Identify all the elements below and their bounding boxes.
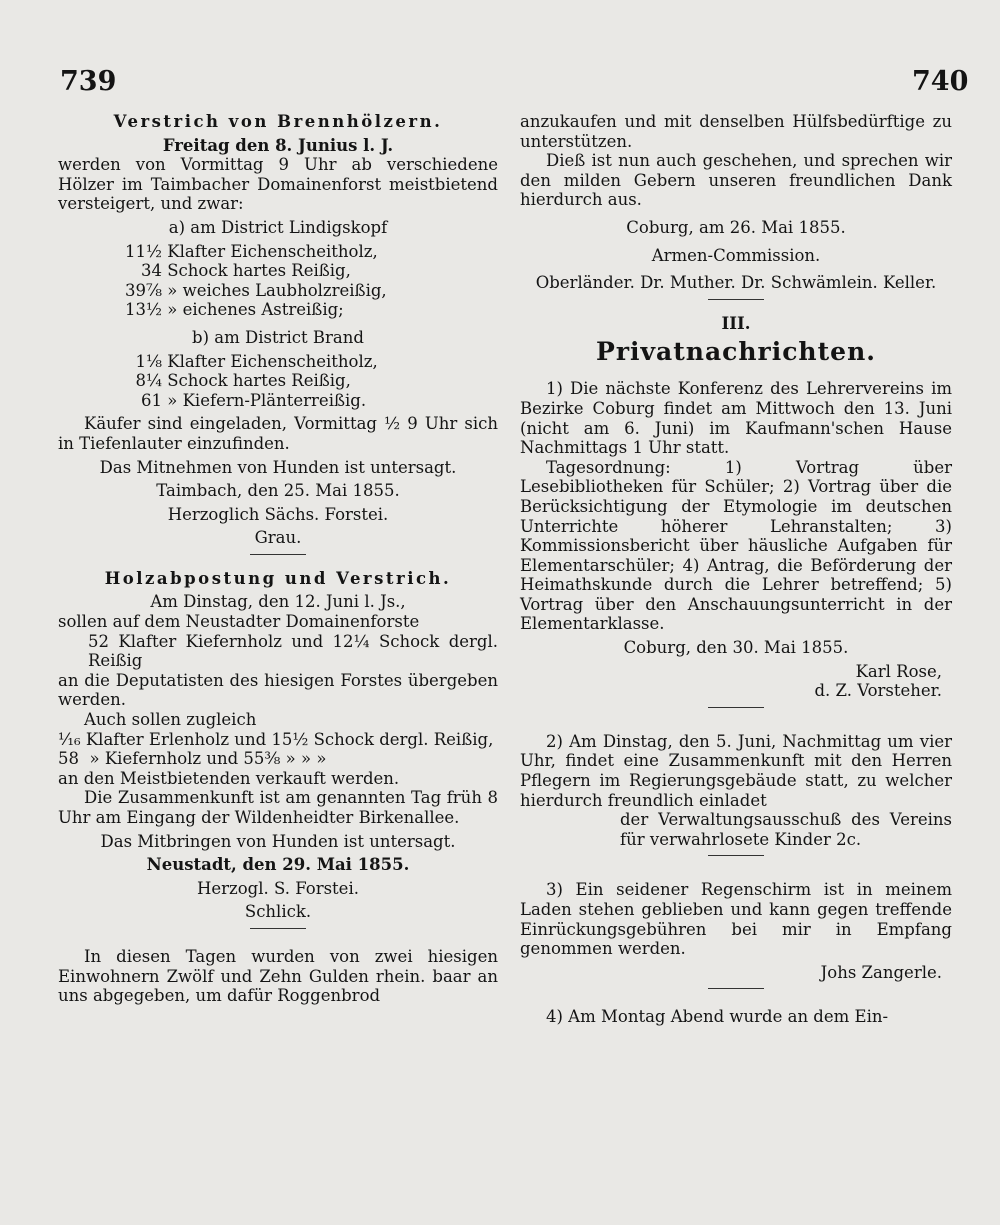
wood-quantity: 1⅛ (135, 351, 162, 371)
donation-text-cont: anzukaufen und mit denselben Hülfsbedürftige zu unterstützen. (520, 112, 952, 151)
wood-item (58, 300, 498, 320)
authority: Armen-Commission. (651, 245, 821, 265)
place-date: Neustadt, den 29. Mai 1855. (146, 855, 410, 875)
signer: der Verwaltungsausschuß des Vereins für verwahrlosete Kinder 2c. (620, 810, 952, 849)
dogs-note: Das Mitnehmen von Hunden ist untersagt. (99, 457, 457, 477)
place-date: Coburg, den 30. Mai 1855. (623, 638, 849, 658)
notice-text: 52 Klafter Kiefernholz und 12¼ Schock dergl. Reißig (88, 631, 498, 671)
notice-text: 4) Am Montag Abend wurde an dem Ein- (546, 1007, 889, 1027)
wood-description: Klafter Erlenholz und 15½ Schock dergl. Reißig, (85, 729, 494, 749)
notice-text: sollen auf dem Neustadter Domainenforste (58, 612, 420, 632)
agenda-text: Tagesordnung: 1) Vortrag über Lesebibliotheken für Schüler; 2) Vortrag über die Berücksichtigung der Etymologie im deutschen Unterrichte höherer Lehranstalten; 3) Kommissionsbericht über häusliche Aufgaben für Elementarschüler; 4) Antrag, die Beförderung der Heimathskunde durch die Lehrer betreffend; 5) Vortrag über den Anschauungsunterricht in der Elementarklasse. (520, 457, 952, 634)
section-number: III. (721, 313, 751, 333)
wood-item (58, 749, 498, 769)
notice-text: 3) Ein seidener Regenschirm ist in meinem Laden stehen geblieben und kann gegen treffende Einrückungsgebühren bei mir in Empfang genommen werden. (520, 880, 952, 959)
section-divider (708, 299, 764, 300)
wood-item (58, 730, 498, 750)
left-column (58, 112, 498, 1006)
section-divider (708, 988, 764, 989)
wood-description: Klafter Eichenscheitholz, (167, 351, 378, 371)
notice-text: an den Meistbietenden verkauft werden. (58, 768, 400, 788)
signer: Grau. (254, 528, 302, 548)
signer: Schlick. (244, 902, 312, 922)
wood-item (58, 242, 498, 262)
section-divider (708, 707, 764, 708)
wood-quantity: 39⅞ (125, 280, 162, 300)
place-date: Taimbach, den 25. Mai 1855. (156, 481, 400, 501)
notice-text: 1) Die nächste Konferenz des Lehrervereins im Bezirke Coburg findet am Mittwoch den 13. Juni (nicht am 6. Juni) im Kaufmann'schen Hause Nachmittags 1 Uhr statt. (520, 379, 952, 458)
signer: Karl Rose, (855, 661, 942, 681)
buyers-note: Käufer sind eingeladen, Vormittag ½ 9 Uhr sich in Tiefenlauter einzufinden. (58, 414, 498, 453)
notice-date: Freitag den 8. Junius l. J. (162, 135, 394, 155)
page-number-right: 740 (912, 66, 969, 97)
wood-description: Schock hartes Reißig, (167, 371, 351, 391)
section-title: Privatnachrichten. (596, 337, 876, 367)
notice-title: Verstrich von Brennhölzern. (113, 112, 443, 131)
wood-item (58, 371, 498, 391)
wood-quantity: 8¼ (135, 371, 162, 391)
wood-item (58, 261, 498, 281)
notice-text: an die Deputatisten des hiesigen Forstes übergeben werden. (58, 670, 498, 710)
wood-quantity: 11½ (125, 241, 162, 261)
district-heading: b) am District Brand (192, 327, 364, 347)
donation-text: In diesen Tagen wurden von zwei hiesigen Einwohnern Zwölf und Zehn Gulden rhein. baar an uns abgegeben, um dafür Roggenbrod (58, 946, 498, 1006)
section-divider (250, 928, 306, 929)
wood-item (58, 391, 498, 411)
wood-description: » Kiefernholz und 55⅜ » » » (89, 749, 327, 769)
section-divider (708, 855, 764, 856)
meeting-note: Die Zusammenkunft ist am genannten Tag früh 8 Uhr am Eingang der Wildenheidter Birkenallee. (58, 788, 498, 827)
wood-description: Schock hartes Reißig, (167, 261, 351, 281)
wood-description: » eichenes Astreißig; (167, 300, 344, 320)
notice-intro: werden von Vormittag 9 Uhr ab verschiedene Hölzer im Taimbacher Domainenforst meistbietend versteigert, und zwar: (58, 155, 498, 214)
wood-quantity: 61 (141, 390, 162, 410)
wood-description: Klafter Eichenscheitholz, (167, 241, 378, 261)
wood-item (58, 281, 498, 301)
wood-item (58, 352, 498, 372)
notice-title: Holzabpostung und Verstrich. (104, 568, 452, 588)
place-date: Coburg, am 26. Mai 1855. (626, 217, 846, 237)
signers: Oberländer. Dr. Muther. Dr. Schwämlein. Keller. (535, 273, 937, 293)
notice-text: 2) Am Dinstag, den 5. Juni, Nachmittag um vier Uhr, findet eine Zusammenkunft mit den Herren Pflegern im Regierungsgebäude statt, zu welcher hierdurch freundlich einladet (520, 731, 952, 810)
authority: Herzoglich Sächs. Forstei. (167, 504, 389, 524)
authority: Herzogl. S. Forstei. (197, 878, 359, 898)
thanks-text: Dieß ist nun auch geschehen, und sprechen wir den milden Gebern unseren freundlichen Dank hierdurch aus. (520, 151, 952, 210)
notice-date: Am Dinstag, den 12. Juni l. Js., (150, 592, 406, 612)
right-column (520, 112, 952, 1027)
signer: Johs Zangerle. (820, 962, 942, 982)
wood-quantity: ¹⁄₁₆ (58, 729, 81, 749)
dogs-note: Das Mitbringen von Hunden ist untersagt. (100, 831, 456, 851)
wood-quantity: 58 (58, 749, 79, 769)
notice-text: Auch sollen zugleich (84, 710, 257, 730)
wood-description: » weiches Laubholzreißig, (167, 280, 387, 300)
page-number-left: 739 (60, 66, 117, 97)
section-divider (250, 554, 306, 555)
wood-description: » Kiefern-Plänterreißig. (167, 390, 367, 410)
district-heading: a) am District Lindigskopf (168, 217, 388, 237)
wood-quantity: 34 (141, 261, 162, 281)
signer-role: d. Z. Vorsteher. (814, 681, 942, 701)
wood-quantity: 13½ (125, 300, 162, 320)
